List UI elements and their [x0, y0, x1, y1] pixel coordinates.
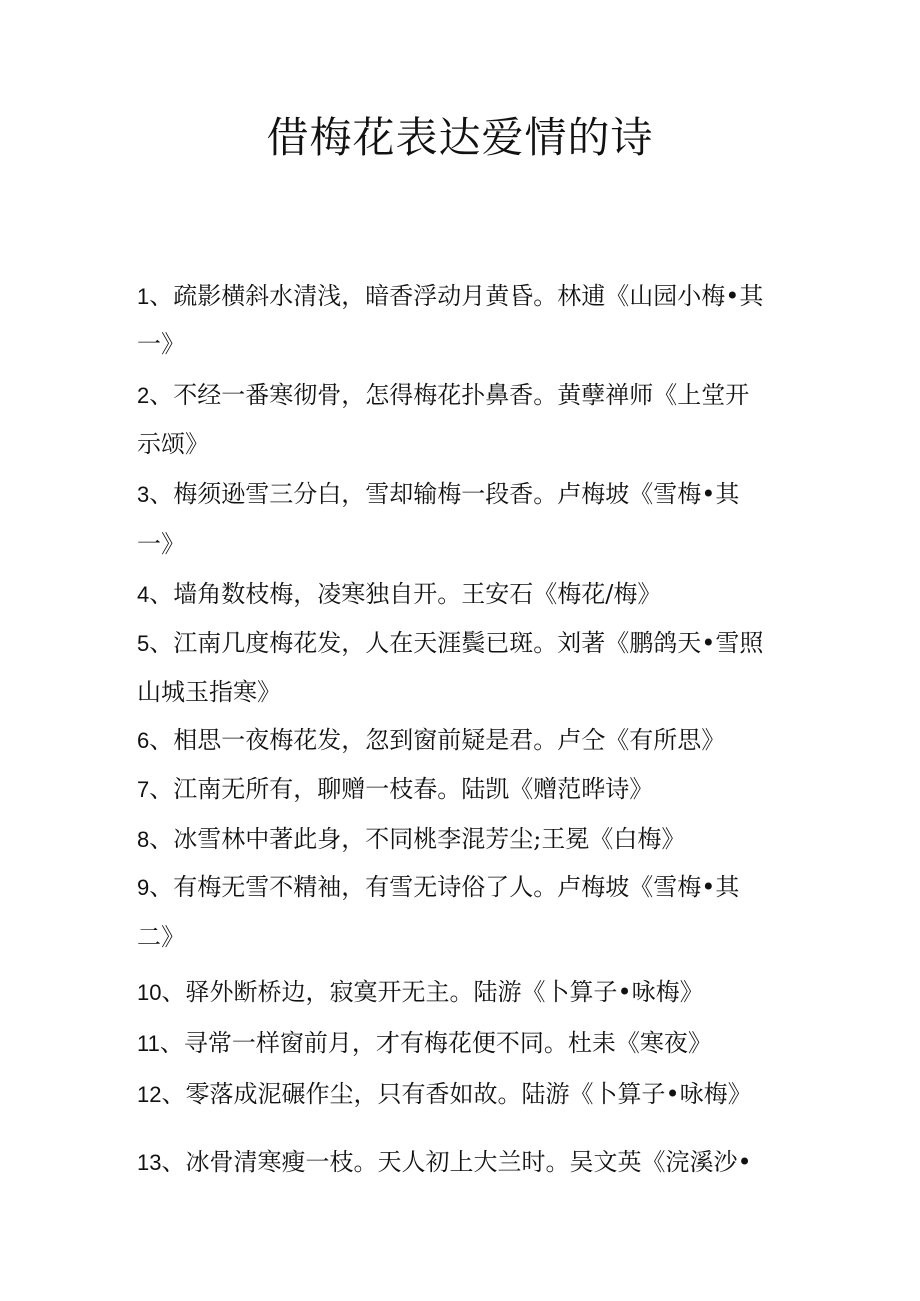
- entry-11-line-1: [137, 1026, 797, 1061]
- entry-number: 4: [137, 582, 150, 607]
- entry-5-line-1: [137, 626, 797, 661]
- entry-3-line-2: 一》: [137, 530, 185, 558]
- entry-text: 、江南几度梅花发，人在天涯鬓已斑。刘著《鹏鸽天•雪照: [149, 629, 764, 657]
- entry-8-line-1: [137, 822, 797, 857]
- entry-text: 、驿外断桥边，寂寞开无主。陆游《卜算子•咏梅》: [161, 978, 704, 1006]
- entry-text: 、冰骨清寒瘦一枝。天人初上大兰时。吴文英《浣溪沙•: [161, 1148, 752, 1176]
- entry-number: 5: [137, 631, 150, 656]
- entry-text: 、冰雪林中著此身，不同桃李混芳尘;王冕《白梅》: [149, 825, 686, 853]
- entry-10-line-1: [137, 975, 797, 1010]
- entry-4-line-1: [137, 577, 797, 612]
- entry-5-line-2: 山城玉指寒》: [137, 678, 281, 706]
- entry-7-line-1: [137, 772, 797, 807]
- entry-number: 6: [137, 728, 150, 753]
- entry-text: 、江南无所有，聊赠一枝春。陆凯《赠范晔诗》: [149, 775, 654, 803]
- entry-number: 13: [137, 1150, 162, 1175]
- entry-text: 、梅须逊雪三分白，雪却输梅一段香。卢梅坡《雪梅•其: [149, 480, 740, 508]
- entry-6-line-1: [137, 723, 797, 758]
- entry-number: 8: [137, 827, 150, 852]
- entry-text: 、相思一夜梅花发，忽到窗前疑是君。卢仝《有所思》: [149, 726, 726, 754]
- entry-text: 、有梅无雪不精袖，有雪无诗俗了人。卢梅坡《雪梅•其: [149, 873, 740, 901]
- entry-text: 、寻常一样窗前月，才有梅花便不同。杜耒《寒夜》: [159, 1029, 712, 1057]
- entry-3-line-1: [137, 477, 797, 512]
- entry-12-line-1: [137, 1077, 797, 1112]
- entry-number: 1: [137, 284, 150, 309]
- page-title: 借梅花表达爱情的诗: [266, 113, 654, 162]
- entry-9-line-2: 二》: [137, 923, 185, 951]
- entry-number: 9: [137, 875, 150, 900]
- entry-number: 12: [137, 1082, 162, 1107]
- entry-9-line-1: [137, 870, 797, 905]
- entry-13-line-1: [137, 1145, 797, 1180]
- entry-number: 2: [137, 383, 150, 408]
- entry-text: 、零落成泥碾作尘，只有香如故。陆游《卜算子•咏梅》: [161, 1080, 752, 1108]
- entry-text: 、疏影横斜水清浅，暗香浮动月黄昏。林逋《山园小梅•其: [149, 282, 764, 310]
- entry-number: 10: [137, 980, 162, 1005]
- entry-number: 7: [137, 777, 150, 802]
- entry-2-line-2: 示颂》: [137, 430, 209, 458]
- entry-1-line-1: [137, 279, 797, 314]
- entry-1-line-2: 一》: [137, 330, 185, 358]
- entry-2-line-1: [137, 378, 797, 413]
- entry-text: 、不经一番寒彻骨，怎得梅花扑鼻香。黄孽禅师《上堂开: [149, 381, 750, 409]
- entry-number: 3: [137, 482, 150, 507]
- entry-number: 11: [137, 1031, 160, 1056]
- entry-text: 、墙角数枝梅，凌寒独自开。王安石《梅花/梅》: [149, 580, 662, 608]
